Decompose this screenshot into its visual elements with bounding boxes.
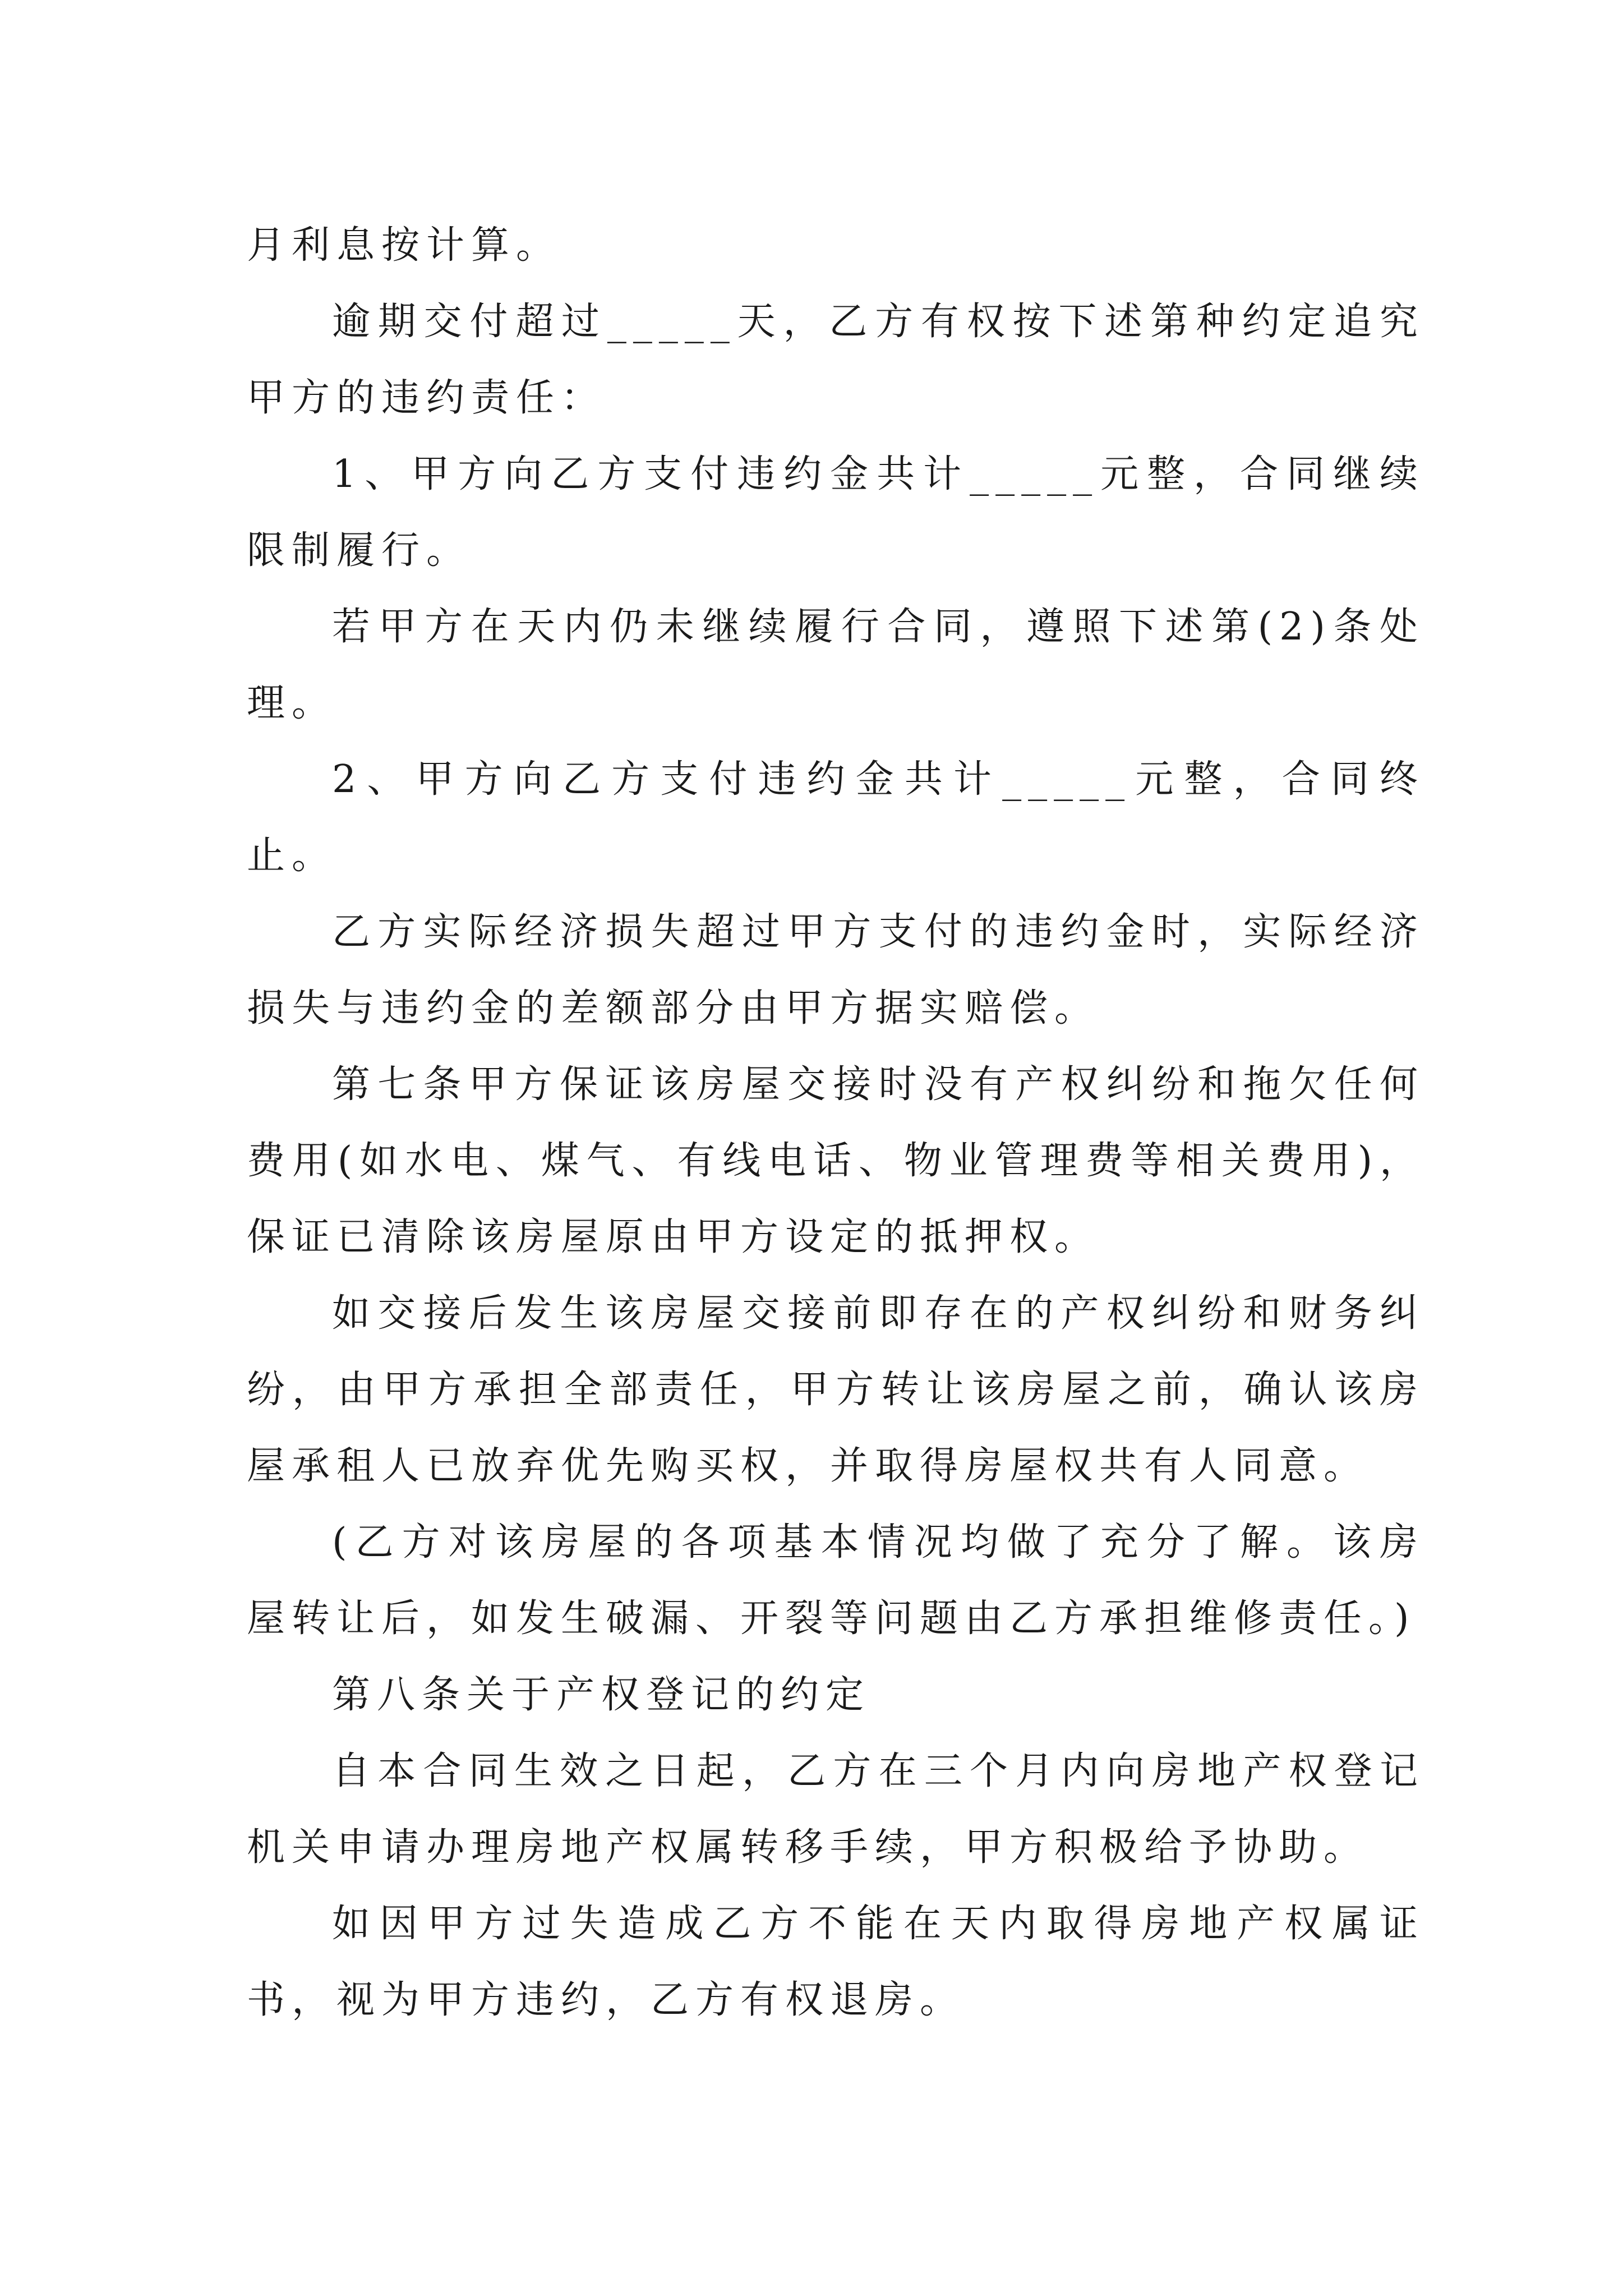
paragraph-8: 如交接后发生该房屋交接前即存在的产权纠纷和财务纠纷，由甲方承担全部责任，甲方转让该房屋之前，确认该房屋承租人已放弃优先购买权，并取得房屋权共有人同意。 [247,1291,1424,1488]
paragraph-7: 第七条甲方保证该房屋交接时没有产权纠纷和拖欠任何费用(如水电、煤气、有线电话、物业管理费等相关费用)，保证已清除该房屋原由甲方设定的抵押权。 [247,1062,1424,1259]
paragraph-6: 乙方实际经济损失超过甲方支付的违约金时，实际经济损失与违约金的差额部分由甲方据实赔偿。 [247,910,1424,1030]
paragraph-9: (乙方对该房屋的各项基本情况均做了充分了解。该房屋转让后，如发生破漏、开裂等问题由乙方承担维修责任。) [247,1520,1424,1641]
paragraph-5: 2、甲方向乙方支付违约金共计_____元整，合同终止。 [247,757,1424,878]
paragraph-11: 自本合同生效之日起，乙方在三个月内向房地产权登记机关申请办理房地产权属转移手续，甲方积极给予协助。 [247,1749,1424,1870]
paragraph-2: 逾期交付超过_____天，乙方有权按下述第种约定追究甲方的违约责任： [247,300,1424,420]
paragraph-1: 月利息按计算。 [247,223,561,268]
document-body [247,208,1424,2039]
paragraph-4: 若甲方在天内仍未继续履行合同，遵照下述第(2)条处理。 [247,605,1424,725]
paragraph-10: 第八条关于产权登记的约定 [332,1673,871,1717]
paragraph-3: 1、甲方向乙方支付违约金共计_____元整，合同继续限制履行。 [247,452,1424,573]
paragraph-12: 如因甲方过失造成乙方不能在天内取得房地产权属证书，视为甲方违约，乙方有权退房。 [247,1902,1424,2022]
